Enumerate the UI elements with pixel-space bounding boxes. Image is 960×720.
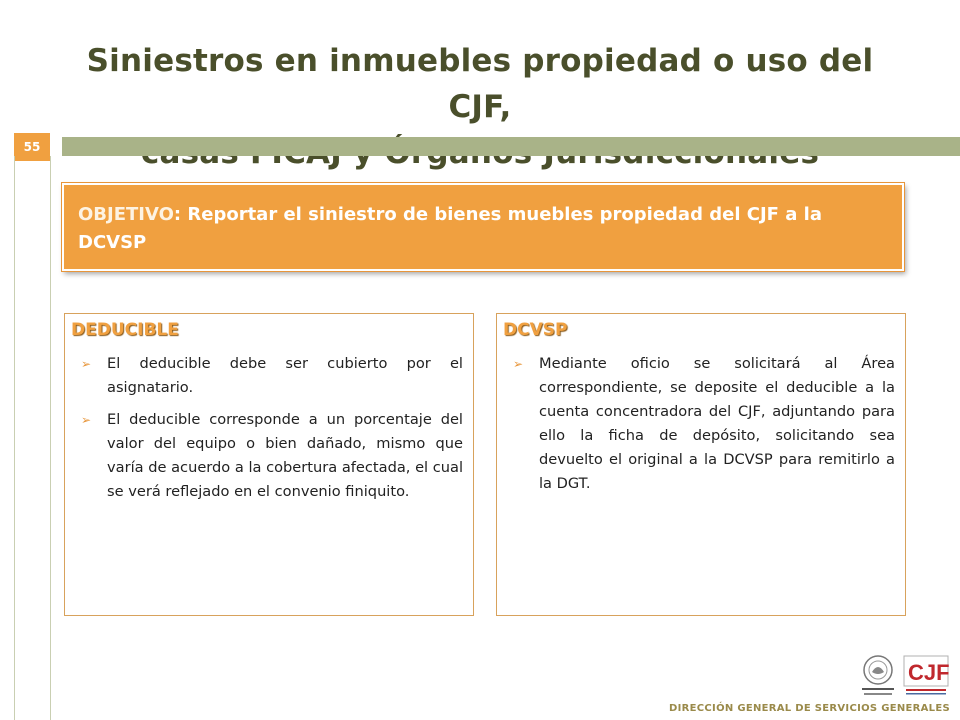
slide-number: 55 xyxy=(14,133,50,161)
deducible-list xyxy=(65,352,473,504)
arrowhead-bullet-icon: ➢ xyxy=(81,357,92,371)
objective-box xyxy=(62,183,904,271)
deducible-heading: DEDUCIBLE xyxy=(71,320,179,340)
left-border-line xyxy=(14,156,15,720)
footer-department: DIRECCIÓN GENERAL DE SERVICIOS GENERALES xyxy=(669,703,950,714)
cjf-logo-icon xyxy=(902,654,950,698)
list-item xyxy=(77,352,463,400)
arrowhead-bullet-icon: ➢ xyxy=(81,413,92,427)
title-divider-bar xyxy=(62,137,960,156)
list-item xyxy=(77,408,463,504)
objective-text: : Reportar el siniestro de bienes muebles propiedad del CJF a la DCVSP xyxy=(78,204,822,253)
list-item-text: El deducible corresponde a un porcentaje del valor del equipo o bien dañado, mismo que varía de acuerdo a la cobertura afectada, el cual se verá reflejado en el convenio finiquito. xyxy=(107,411,464,500)
dcvsp-list xyxy=(497,352,905,496)
slide-title-line-1: Siniestros en inmuebles propiedad o uso del CJF, xyxy=(86,43,874,125)
deducible-panel xyxy=(64,313,474,616)
arrowhead-bullet-icon: ➢ xyxy=(513,357,524,371)
left-border-line-inner xyxy=(50,156,51,720)
dcvsp-panel xyxy=(496,313,906,616)
list-item xyxy=(509,352,895,496)
objective-label: OBJETIVO xyxy=(78,204,174,225)
dcvsp-heading: DCVSP xyxy=(503,320,568,340)
list-item-text: El deducible debe ser cubierto por el asignatario. xyxy=(107,355,463,396)
poder-judicial-seal-icon xyxy=(854,652,902,700)
list-item-text: Mediante oficio se solicitará al Área correspondiente, se deposite el deducible a la cuenta concentradora del CJF, adjuntando para ello la ficha de depósito, solicitando sea devuelto el original a la DCVSP para remitirlo a la DGT. xyxy=(539,355,895,492)
cjf-logo-text: CJF xyxy=(908,660,950,685)
